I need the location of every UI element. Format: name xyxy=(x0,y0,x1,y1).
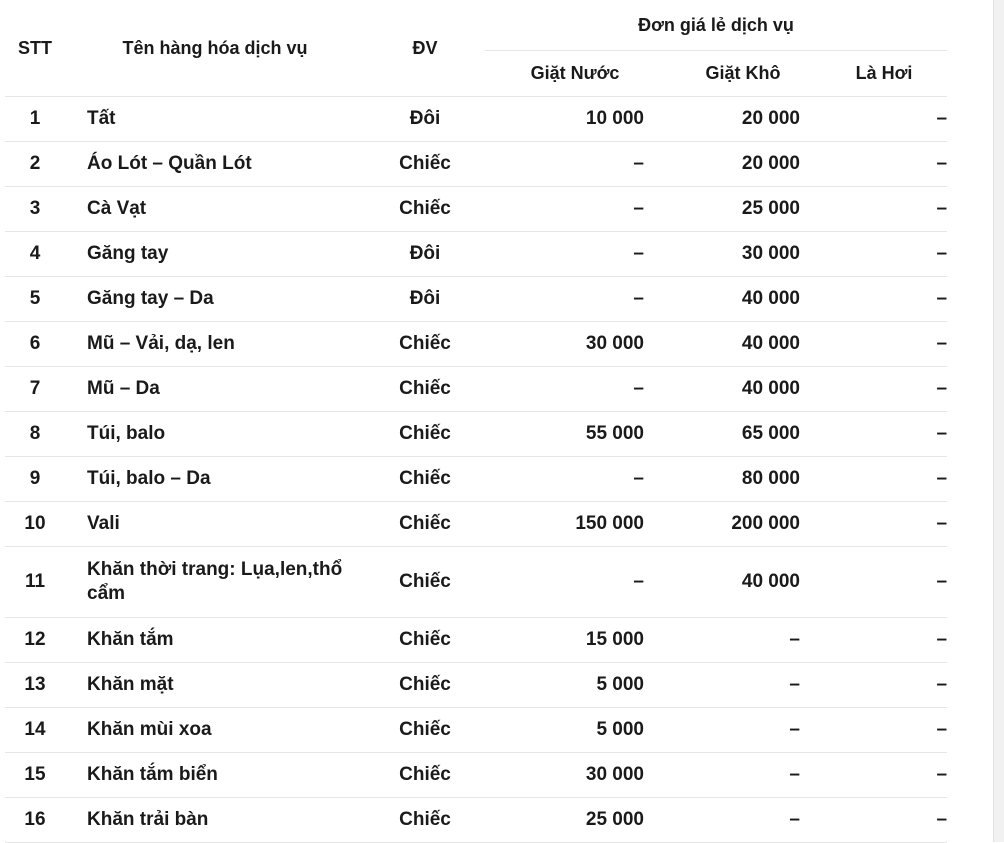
row-price-steam: – xyxy=(821,322,947,367)
row-stt: 14 xyxy=(5,708,65,753)
row-unit: Chiếc xyxy=(365,187,485,232)
row-stt: 3 xyxy=(5,187,65,232)
row-price-steam: – xyxy=(821,232,947,277)
row-stt: 5 xyxy=(5,277,65,322)
row-unit: Chiếc xyxy=(365,412,485,457)
row-stt: 16 xyxy=(5,798,65,843)
header-stt: STT xyxy=(18,37,52,58)
table-row xyxy=(5,232,947,277)
row-price-steam: – xyxy=(821,663,947,708)
row-stt: 12 xyxy=(5,618,65,663)
table-row xyxy=(5,547,947,618)
row-stt: 13 xyxy=(5,663,65,708)
row-price-dry: 20 000 xyxy=(665,142,821,187)
row-price-steam: – xyxy=(821,367,947,412)
row-name: Cà Vạt xyxy=(65,187,365,232)
row-price-wet: – xyxy=(485,187,665,232)
row-price-steam: – xyxy=(821,412,947,457)
price-table xyxy=(5,0,947,843)
row-price-steam: – xyxy=(821,502,947,547)
row-name: Găng tay xyxy=(65,232,365,277)
row-price-dry: 40 000 xyxy=(665,322,821,367)
row-price-dry: – xyxy=(665,618,821,663)
row-price-wet: 15 000 xyxy=(485,618,665,663)
row-price-wet: 30 000 xyxy=(485,322,665,367)
row-name: Khăn trải bàn xyxy=(65,798,365,843)
row-unit: Chiếc xyxy=(365,618,485,663)
row-unit: Chiếc xyxy=(365,798,485,843)
row-unit: Đôi xyxy=(365,277,485,322)
row-price-wet: – xyxy=(485,232,665,277)
row-unit: Chiếc xyxy=(365,753,485,798)
row-name: Khăn thời trang: Lụa,len,thổ cẩm xyxy=(65,547,365,618)
row-price-dry: – xyxy=(665,753,821,798)
row-unit: Chiếc xyxy=(365,547,485,618)
row-name: Khăn mùi xoa xyxy=(65,708,365,753)
row-unit: Chiếc xyxy=(365,457,485,502)
table-row xyxy=(5,142,947,187)
row-price-wet: – xyxy=(485,142,665,187)
table-row xyxy=(5,277,947,322)
row-price-wet: – xyxy=(485,277,665,322)
row-price-steam: – xyxy=(821,547,947,618)
row-stt: 4 xyxy=(5,232,65,277)
row-price-wet: 5 000 xyxy=(485,663,665,708)
row-price-wet: 5 000 xyxy=(485,708,665,753)
row-price-wet: – xyxy=(485,547,665,618)
row-price-dry: 65 000 xyxy=(665,412,821,457)
row-unit: Chiếc xyxy=(365,142,485,187)
row-name: Áo Lót – Quần Lót xyxy=(65,142,365,187)
table-row xyxy=(5,187,947,232)
table-row xyxy=(5,412,947,457)
row-stt: 9 xyxy=(5,457,65,502)
table-body xyxy=(5,97,947,843)
row-price-wet: 25 000 xyxy=(485,798,665,843)
table-header xyxy=(5,0,947,97)
row-price-steam: – xyxy=(821,798,947,843)
row-price-dry: 40 000 xyxy=(665,277,821,322)
table-row xyxy=(5,798,947,843)
header-price-group: Đơn giá lẻ dịch vụ xyxy=(638,14,794,35)
row-price-dry: – xyxy=(665,798,821,843)
row-price-steam: – xyxy=(821,142,947,187)
row-stt: 2 xyxy=(5,142,65,187)
row-unit: Chiếc xyxy=(365,502,485,547)
row-price-steam: – xyxy=(821,708,947,753)
table-row xyxy=(5,753,947,798)
header-wet: Giặt Nước xyxy=(485,51,665,97)
row-price-wet: 150 000 xyxy=(485,502,665,547)
row-unit: Đôi xyxy=(365,232,485,277)
table-row xyxy=(5,502,947,547)
row-stt: 8 xyxy=(5,412,65,457)
row-price-wet: – xyxy=(485,367,665,412)
row-name: Túi, balo xyxy=(65,412,365,457)
header-steam: Là Hơi xyxy=(821,51,947,97)
table-row xyxy=(5,618,947,663)
row-price-wet: 10 000 xyxy=(485,97,665,142)
row-name: Tất xyxy=(65,97,365,142)
row-price-dry: – xyxy=(665,708,821,753)
row-name: Khăn tắm xyxy=(65,618,365,663)
header-dry: Giặt Khô xyxy=(665,51,821,97)
row-price-dry: 80 000 xyxy=(665,457,821,502)
row-name: Túi, balo – Da xyxy=(65,457,365,502)
row-price-steam: – xyxy=(821,753,947,798)
row-unit: Chiếc xyxy=(365,322,485,367)
row-name: Găng tay – Da xyxy=(65,277,365,322)
row-name: Mũ – Vải, dạ, len xyxy=(65,322,365,367)
row-stt: 10 xyxy=(5,502,65,547)
row-price-wet: 30 000 xyxy=(485,753,665,798)
row-name: Khăn tắm biển xyxy=(65,753,365,798)
row-price-dry: – xyxy=(665,663,821,708)
row-unit: Chiếc xyxy=(365,367,485,412)
row-price-dry: 20 000 xyxy=(665,97,821,142)
row-price-dry: 40 000 xyxy=(665,547,821,618)
row-unit: Chiếc xyxy=(365,708,485,753)
row-price-steam: – xyxy=(821,97,947,142)
row-name: Mũ – Da xyxy=(65,367,365,412)
row-stt: 1 xyxy=(5,97,65,142)
row-stt: 11 xyxy=(5,547,65,618)
row-price-wet: 55 000 xyxy=(485,412,665,457)
row-stt: 7 xyxy=(5,367,65,412)
header-name: Tên hàng hóa dịch vụ xyxy=(122,37,308,58)
row-price-dry: 40 000 xyxy=(665,367,821,412)
row-price-steam: – xyxy=(821,457,947,502)
row-price-wet: – xyxy=(485,457,665,502)
scrollbar[interactable] xyxy=(993,0,1004,842)
row-name: Khăn mặt xyxy=(65,663,365,708)
row-price-steam: – xyxy=(821,187,947,232)
table-row xyxy=(5,97,947,142)
row-price-dry: 200 000 xyxy=(665,502,821,547)
table-row xyxy=(5,663,947,708)
row-unit: Chiếc xyxy=(365,663,485,708)
row-name: Vali xyxy=(65,502,365,547)
row-price-steam: – xyxy=(821,277,947,322)
row-price-dry: 30 000 xyxy=(665,232,821,277)
row-price-steam: – xyxy=(821,618,947,663)
table-row xyxy=(5,708,947,753)
table-row xyxy=(5,322,947,367)
row-stt: 15 xyxy=(5,753,65,798)
row-price-dry: 25 000 xyxy=(665,187,821,232)
table-row xyxy=(5,367,947,412)
header-unit: ĐV xyxy=(412,37,438,58)
table-row xyxy=(5,457,947,502)
row-stt: 6 xyxy=(5,322,65,367)
row-unit: Đôi xyxy=(365,97,485,142)
